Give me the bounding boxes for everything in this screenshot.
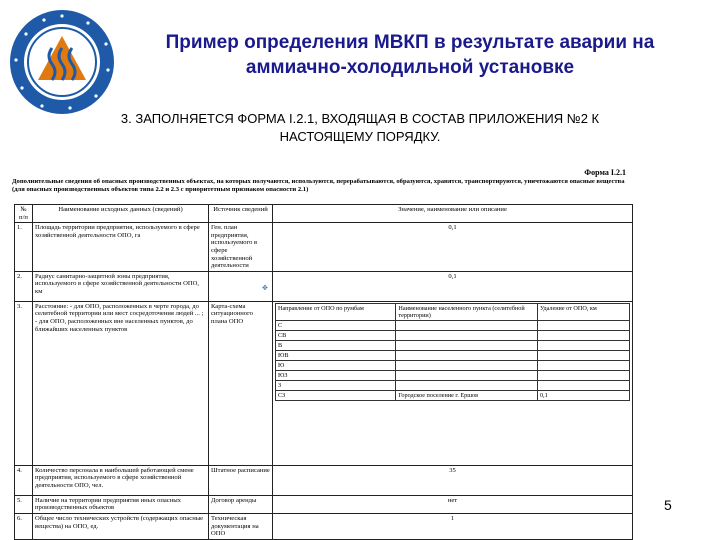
direction-header: Направление от ОПО по румбам: [276, 303, 396, 320]
organization-logo: [8, 8, 116, 116]
direction-header-row: [276, 303, 630, 320]
row-source: Техническая документация на ОПО: [209, 513, 273, 539]
row-value: 0,1: [273, 223, 633, 272]
row-value: 0,1: [273, 271, 633, 301]
direction-label: С: [276, 320, 396, 330]
direction-row: [276, 390, 630, 400]
row-name: Площадь территории предприятия, используемого в сфере хозяйственной деятельности ОПО, га: [33, 223, 209, 272]
row-source: Карта-схема ситуационного плана ОПО: [209, 301, 273, 465]
row-name: Радиус санитарно-защитной зоны предприятия, используемого в сфере хозяйственной деятельности ОПО, км: [33, 271, 209, 301]
title-line-1: Пример определения МВКП в результате аварии на: [165, 32, 655, 53]
row-name: Наличие на территории предприятия иных опасных производственных объектов: [33, 495, 209, 513]
row-number: 6.: [15, 513, 33, 539]
direction-label: ЮЗ: [276, 370, 396, 380]
table-row: [15, 271, 633, 301]
row-name: Количество персонала в наибольшей работающей смене предприятия, используемого в сфере хозяйственной деятельности ОПО, чел.: [33, 465, 209, 495]
table-row: [15, 465, 633, 495]
table-row: [15, 495, 633, 513]
page-number: 5: [664, 497, 672, 513]
column-header: Источник сведений: [209, 205, 273, 223]
direction-row: [276, 350, 630, 360]
row-value: 35: [273, 465, 633, 495]
settlement-name: Городское поселение г. Ершов: [396, 390, 538, 400]
row-number: 3.: [15, 301, 33, 465]
subtitle-line-1: 3. ЗАПОЛНЯЕТСЯ ФОРМА I.2.1, ВХОДЯЩАЯ В СОСТАВ ПРИЛОЖЕНИЯ №2 К: [120, 111, 600, 126]
direction-label: Ю: [276, 360, 396, 370]
move-handle-icon: ✥: [262, 284, 268, 292]
direction-row: [276, 330, 630, 340]
row-name: Расстояние: - для ОПО, расположенных в черте города, до селитебной территории или мест сосредоточения людей ... ; - для ОПО, расположенных вне населенных пунктов, до ближайших населенных пунктов: [33, 301, 209, 465]
row-value: 1: [273, 513, 633, 539]
settlement-distance: 0,1: [537, 390, 629, 400]
table-row: [15, 513, 633, 539]
table-row: [15, 301, 633, 465]
direction-label: В: [276, 340, 396, 350]
direction-label: З: [276, 380, 396, 390]
row-source: Договор аренды: [209, 495, 273, 513]
table-header-row: [15, 205, 633, 223]
column-header: № п/п: [15, 205, 33, 223]
table-row: [15, 223, 633, 272]
direction-header: Удаление от ОПО, км: [537, 303, 629, 320]
row-number: 4.: [15, 465, 33, 495]
row-number: 1.: [15, 223, 33, 272]
row-source: Штатное расписание: [209, 465, 273, 495]
direction-row: [276, 380, 630, 390]
form-heading: Дополнительные сведения об опасных производственных объектах, на которых получаются, используются, перерабатываются, образуются, хранятся, транспортируются, уничтожаются опасные вещества (для опасных производственных объектов типа 2.2 и 2.3 с приоритетным признаком опасности 2.1): [12, 178, 625, 193]
column-header: Наименование исходных данных (сведений): [33, 205, 209, 223]
slide-subtitle: [30, 110, 690, 146]
direction-row: [276, 370, 630, 380]
direction-label: СВ: [276, 330, 396, 340]
slide-title: [130, 30, 690, 80]
title-line-2: аммиачно-холодильной установке: [245, 57, 575, 78]
row-value-table-cell: [273, 301, 633, 465]
subtitle-line-2: НАСТОЯЩЕМУ ПОРЯДКУ.: [279, 129, 441, 144]
form-scan: [8, 168, 638, 540]
direction-table: [275, 303, 630, 401]
row-name: Общее число технических устройств (содержащих опасные вещества) на ОПО, ед.: [33, 513, 209, 539]
direction-label: ЮВ: [276, 350, 396, 360]
direction-row: [276, 340, 630, 350]
direction-label: СЗ: [276, 390, 396, 400]
form-number: Форма I.2.1: [584, 168, 626, 177]
row-value: нет: [273, 495, 633, 513]
row-number: 5.: [15, 495, 33, 513]
row-number: 2.: [15, 271, 33, 301]
row-source: Ген. план предприятия, используемого в сфере хозяйственной деятельности: [209, 223, 273, 272]
direction-row: [276, 360, 630, 370]
form-table: [14, 204, 633, 540]
direction-row: [276, 320, 630, 330]
column-header: Значение, наименование или описание: [273, 205, 633, 223]
direction-header: Наименование населенного пункта (селитебной территории): [396, 303, 538, 320]
